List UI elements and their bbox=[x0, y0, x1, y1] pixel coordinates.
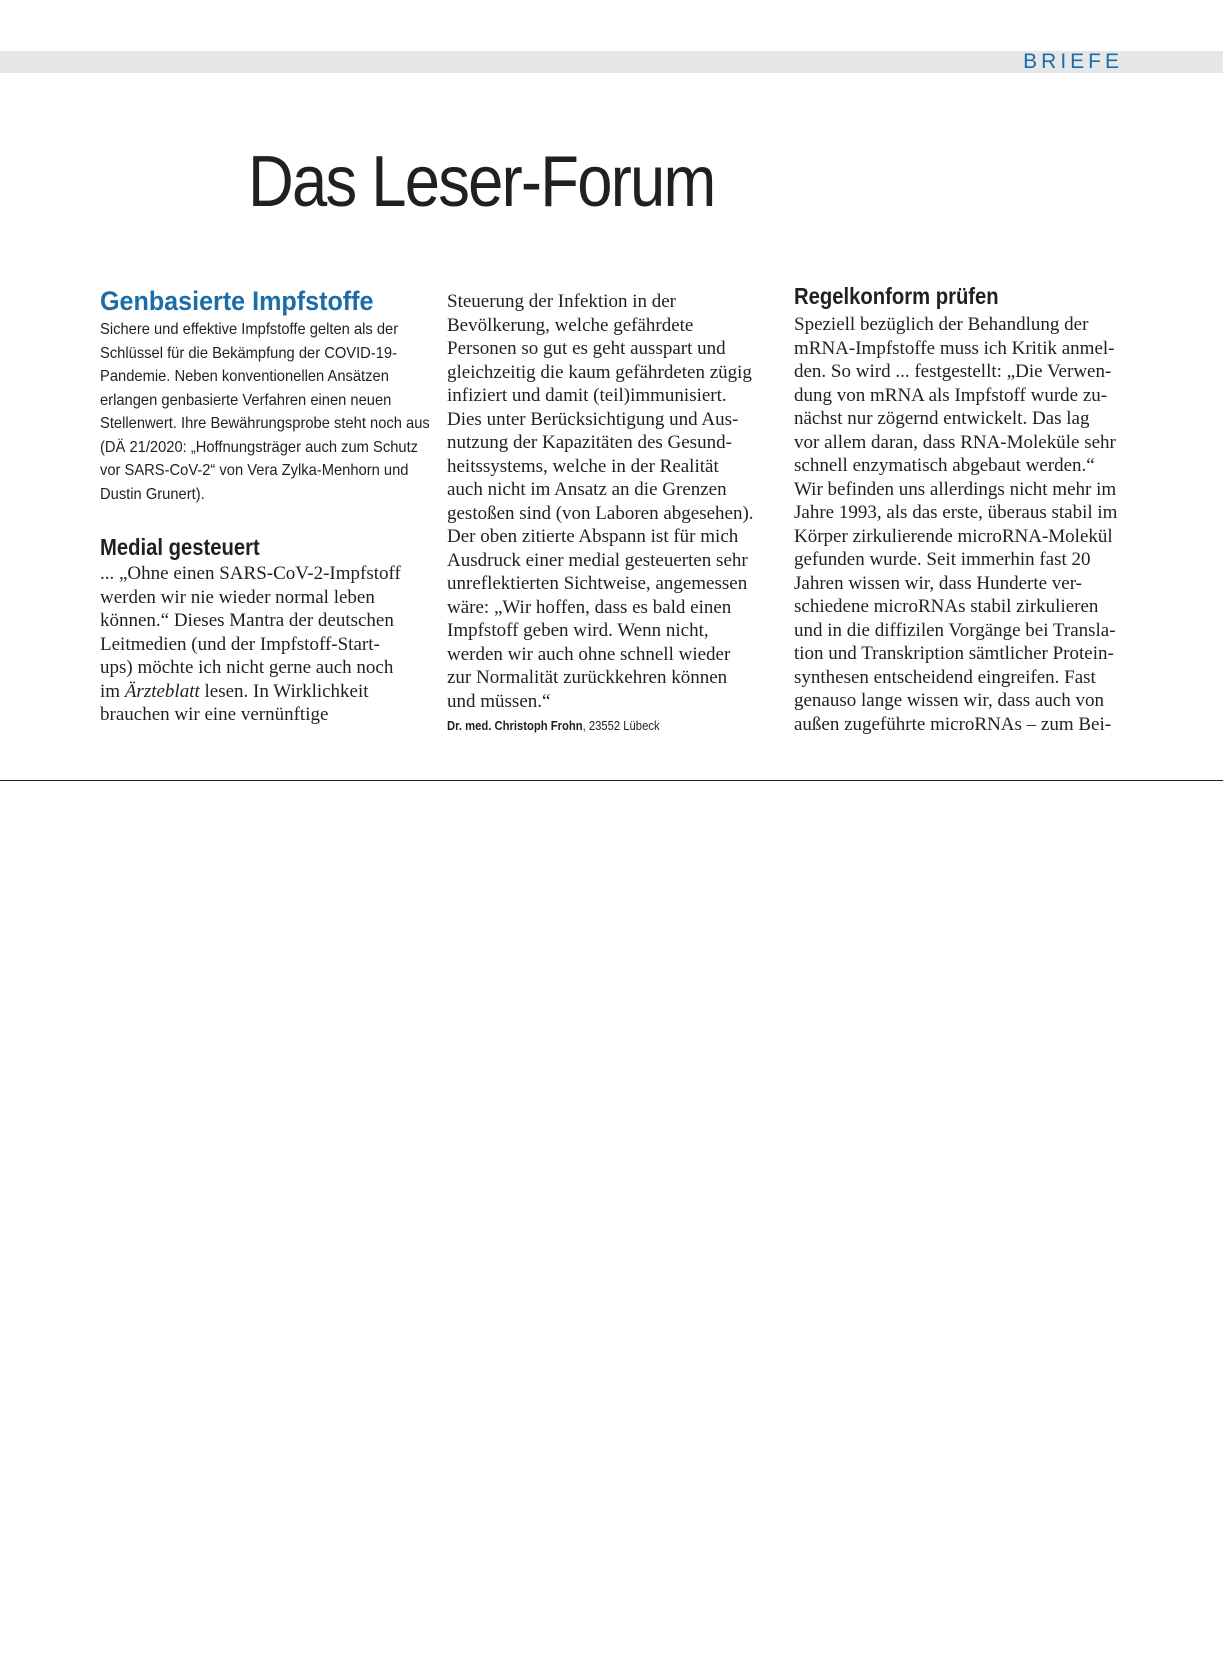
letter-body-part-1 bbox=[100, 562, 435, 727]
text-line: Jahren wissen wir, dass Hunderte ver- bbox=[794, 572, 1082, 594]
text-line: können.“ Dieses Mantra der deutschen bbox=[100, 610, 394, 631]
author-name: Dr. med. Christoph Frohn bbox=[447, 719, 583, 733]
text-line: Leitmedien (und der Impfstoff-Start- bbox=[100, 633, 380, 655]
text-line: Speziell bezüglich der Behandlung der bbox=[794, 314, 1089, 335]
text-line: außen zugeführte microRNAs – zum Bei- bbox=[794, 713, 1112, 735]
letter-heading-regelkonform-pruefen: Regelkonform prüfen bbox=[794, 283, 999, 309]
column-2 bbox=[447, 290, 782, 734]
text-line: schiedene microRNAs stabil zirkulieren bbox=[794, 596, 1099, 617]
page-title: Das Leser-Forum bbox=[248, 142, 715, 222]
text-line: Dies unter Berücksichtigung und Aus- bbox=[447, 408, 739, 430]
text-line: den. So wird ... festgestellt: „Die Verwen- bbox=[794, 361, 1112, 382]
text-line: nächst nur zögernd entwickelt. Das lag bbox=[794, 408, 1090, 429]
text-line: auch nicht im Ansatz an die Grenzen bbox=[447, 479, 727, 500]
column-1 bbox=[100, 286, 435, 727]
text-line: Körper zirkulierende microRNA-Molekül bbox=[794, 525, 1113, 547]
text-line: heitssystems, welche in der Realität bbox=[447, 455, 719, 477]
text-line: ... „Ohne einen SARS-CoV-2-Impfstoff bbox=[100, 563, 401, 584]
text-line: gestoßen sind (von Laboren abgesehen). bbox=[447, 502, 754, 524]
text-line: gleichzeitig die kaum gefährdeten zügig bbox=[447, 361, 752, 383]
text-line: Personen so gut es geht ausspart und bbox=[447, 338, 726, 359]
text-line: ups) möchte ich nicht gerne auch noch bbox=[100, 657, 394, 678]
text-line: Impfstoff geben wird. Wenn nicht, bbox=[447, 620, 709, 641]
text-line: unreflektierten Sichtweise, angemessen bbox=[447, 573, 748, 594]
text-line: und in die diffizilen Vorgänge bei Transla- bbox=[794, 619, 1116, 641]
text-line: dung von mRNA als Impfstoff wurde zu- bbox=[794, 384, 1108, 406]
text-line: wäre: „Wir hoffen, dass es bald einen bbox=[447, 596, 732, 618]
letter-signature bbox=[447, 718, 749, 734]
text-line: Jahre 1993, als das erste, überaus stabil im bbox=[794, 502, 1118, 523]
text-fragment: lesen. In Wirklichkeit bbox=[199, 680, 369, 702]
text-line: schnell enzymatisch abgebaut werden.“ bbox=[794, 455, 1095, 476]
text-fragment: im bbox=[100, 680, 125, 702]
intro-text: Sichere und effektive Impfstoffe gelten als der Schlüssel für die Bekämpfung der COVID-19-Pandemie. Neben konventionellen Ansätzen erlangen genbasierte Verfahren einen neuen Stellenwert. Ihre Bewährungsprobe steht noch aus (DÄ 21/2020: „Hoffnungsträger auch zum Schutz vor SARS-CoV-2“ von Vera Zylka-Menhorn und Dustin Grunert). bbox=[100, 321, 430, 503]
text-line: gefunden wurde. Seit immerhin fast 20 bbox=[794, 549, 1091, 570]
letter-heading-medial-gesteuert: Medial gesteuert bbox=[100, 534, 260, 560]
text-line-with-italic bbox=[100, 680, 435, 704]
text-line: zur Normalität zurückkehren können bbox=[447, 667, 728, 688]
text-line: Bevölkerung, welche gefährdete bbox=[447, 314, 694, 336]
text-line: mRNA-Impfstoffe muss ich Kritik anmel- bbox=[794, 337, 1115, 359]
text-line: werden wir nie wieder normal leben bbox=[100, 586, 375, 608]
text-line: Ausdruck einer medial gesteuerten sehr bbox=[447, 549, 748, 571]
letter-body-regelkonform bbox=[794, 313, 1126, 736]
text-line: vor allem daran, dass RNA-Moleküle sehr bbox=[794, 431, 1116, 453]
section-label: BRIEFE bbox=[1023, 50, 1123, 73]
text-line: nutzung der Kapazitäten des Gesund- bbox=[447, 432, 732, 453]
bottom-divider bbox=[0, 780, 1223, 781]
text-line: tion und Transkription sämtlicher Protein- bbox=[794, 643, 1114, 664]
text-line: infiziert und damit (teil)immunisiert. bbox=[447, 385, 727, 406]
text-line: und müssen.“ bbox=[447, 690, 551, 712]
text-line: brauchen wir eine vernünftige bbox=[100, 704, 329, 725]
column-3 bbox=[794, 283, 1126, 736]
text-line: werden wir auch ohne schnell wieder bbox=[447, 643, 731, 665]
author-place: , 23552 Lübeck bbox=[582, 719, 660, 733]
text-line: Steuerung der Infektion in der bbox=[447, 291, 676, 312]
text-line: Wir befinden uns allerdings nicht mehr im bbox=[794, 478, 1117, 500]
text-line: Der oben zitierte Abspann ist für mich bbox=[447, 526, 739, 547]
letter-body-part-2 bbox=[447, 290, 782, 713]
intro-heading: Genbasierte Impfstoffe bbox=[100, 286, 374, 316]
text-line: synthesen entscheidend eingreifen. Fast bbox=[794, 666, 1096, 688]
text-line: genauso lange wissen wir, dass auch von bbox=[794, 690, 1105, 711]
journal-name-italic: Ärzteblatt bbox=[124, 680, 200, 702]
